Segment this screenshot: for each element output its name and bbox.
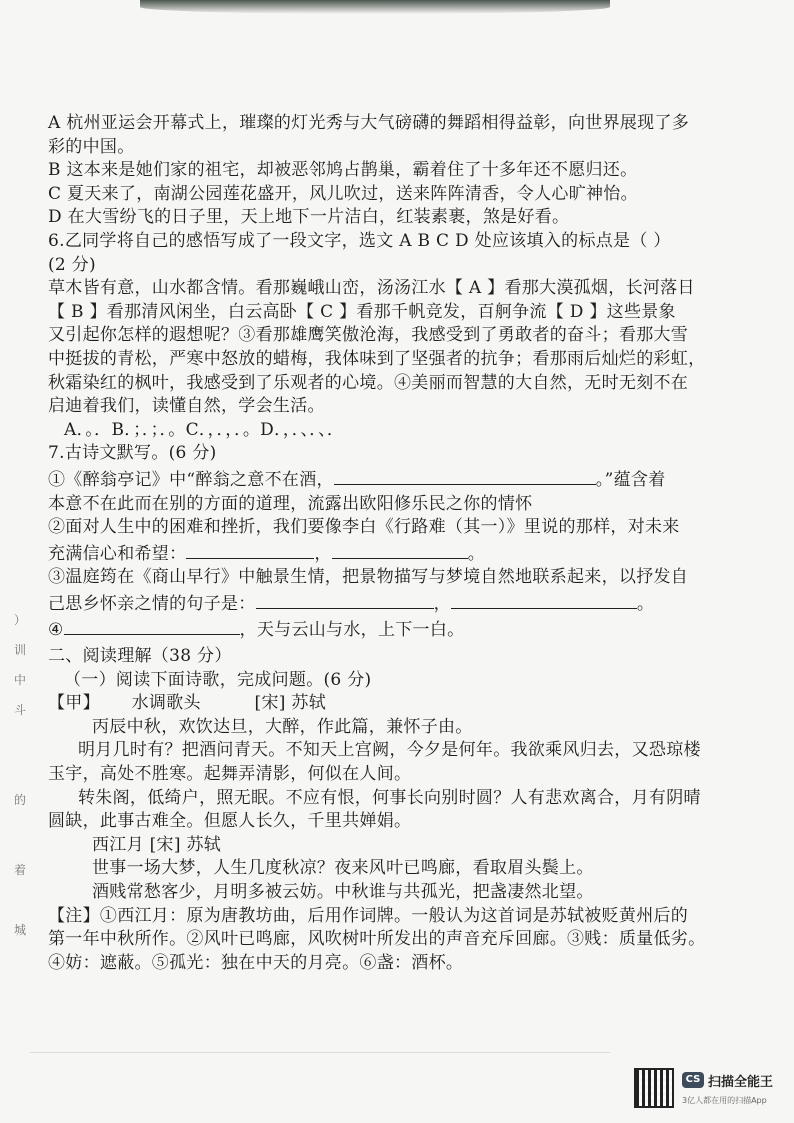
answer-blank[interactable] <box>186 540 314 559</box>
note-line: 【注】①西江月：原为唐教坊曲，后用作词牌。一般认为这首词是苏轼被贬黄州后的 <box>48 905 689 926</box>
question-7-1-text: ①《醉翁亭记》中“醉翁之意不在酒， <box>48 469 334 490</box>
cs-logo-icon: CS <box>682 1072 704 1088</box>
poem-a-tag: 【甲】 <box>48 693 100 714</box>
option-b: B 这本来是她们家的祖宅，却被恶邻鸠占鹊巢，霸着住了十多年还不愿归还。 <box>48 160 638 181</box>
poem-a-verse: 明月几时有？把酒问青天。不知天上宫阙，今夕是何年。我欲乘风归去，又恐琼楼 <box>78 740 701 761</box>
period: 。 <box>636 593 655 614</box>
answer-blank[interactable] <box>332 540 468 559</box>
poem-a-author: [宋] 苏轼 <box>254 693 327 714</box>
question-7-2-text: 充满信心和希望： <box>48 543 187 564</box>
question-7-1-tail: 。”蕴含着 <box>595 469 666 490</box>
option-a-line1: A 杭州亚运会开幕式上，璀璨的灯光秀与大气磅礴的舞蹈相得益彰，向世界展现了多 <box>48 113 690 133</box>
scan-shadow <box>140 0 610 14</box>
question-7-4-num: ④ <box>48 620 64 641</box>
margin-char: 着 <box>14 863 27 877</box>
margin-char: 的 <box>14 793 27 807</box>
question-7-heading: 7.古诗文默写。(6 分) <box>48 443 217 464</box>
answer-blank[interactable] <box>334 466 596 485</box>
note-line: ④妨：遮蔽。⑤孤光：独在中天的月亮。⑥盏：酒杯。 <box>48 952 464 973</box>
section-2-heading: 二、阅读理解（38 分） <box>48 646 232 667</box>
margin-char: 斗 <box>14 703 27 717</box>
comma: ， <box>314 543 332 564</box>
poem-b-verse: 酒贱常愁客少，月明多被云妨。中秋谁与共孤光，把盏凄然北望。 <box>92 882 594 902</box>
poem-a-title: 水调歌头 <box>131 693 201 714</box>
poem-a-verse: 圆缺，此事古难全。但愿人长久，千里共婵娟。 <box>48 811 412 832</box>
question-6-options: A．。．B．；．；．。C．，．，．。D．，．、．、． <box>64 419 345 440</box>
poem-a-preface: 丙辰中秋，欢饮达旦，大醉，作此篇，兼怀子由。 <box>92 716 473 737</box>
poem-a-header <box>48 692 760 716</box>
question-7-3-text: 己思乡怀亲之情的句子是： <box>48 593 256 614</box>
section-2-1-heading: （一）阅读下面诗歌，完成问题。(6 分) <box>64 669 372 690</box>
qr-code-icon <box>634 1068 674 1108</box>
passage-line: 秋霜染红的枫叶，我感受到了乐观者的心境。④美丽而智慧的大自然，无时无刻不在 <box>48 372 689 393</box>
bottom-rule <box>30 1052 610 1053</box>
margin-char: 中 <box>14 673 27 687</box>
option-d: D 在大雪纷飞的日子里，天上地下一片洁白，红装素裹，煞是好看。 <box>48 207 570 228</box>
question-7-3-cont <box>48 590 760 617</box>
option-c: C 夏天来了，南湖公园莲花盛开，风儿吹过，送来阵阵清香，令人心旷神怡。 <box>48 183 638 204</box>
poem-a-verse: 转朱阁，低绮户，照无眠。不应有恨，何事长向别时圆？人有悲欢离合，月有阴晴 <box>78 787 701 808</box>
passage-line: 启迪着我们，读懂自然，学会生活。 <box>48 396 325 417</box>
scanner-watermark <box>634 1068 784 1112</box>
question-6-score: (2 分) <box>48 254 96 275</box>
answer-blank[interactable] <box>451 590 637 609</box>
question-7-1 <box>48 466 760 493</box>
answer-blank[interactable] <box>256 590 434 609</box>
option-a-line2: 彩的中国。 <box>48 136 135 157</box>
question-7-4 <box>48 616 760 643</box>
note-line: 第一年中秋所作。②风叶已鸣廊，风吹树叶所发出的声音充斥回廊。③贱：质量低劣。 <box>48 929 706 950</box>
passage-line: 中挺拔的青松，严寒中怒放的蜡梅，我体味到了坚强者的抗争；看那雨后灿烂的彩虹， <box>48 348 706 369</box>
margin-notes <box>14 610 34 950</box>
period: 。 <box>467 543 486 564</box>
passage-line: 又引起你怎样的遐想呢？③看那雄鹰笑傲沧海，我感受到了勇敢者的奋斗；看那大雪 <box>48 325 689 346</box>
margin-char: ） <box>14 613 27 627</box>
margin-char: 训 <box>14 643 27 657</box>
poem-a-verse: 玉宇，高处不胜寒。起舞弄清影，何似在人间。 <box>48 764 412 785</box>
question-7-1-cont: 本意不在此而在别的方面的道理，流露出欧阳修乐民之你的情怀 <box>48 493 533 514</box>
poem-b-verse: 世事一场大梦，人生几度秋凉？夜来风叶已鸣廊，看取眉头鬓上。 <box>92 858 594 879</box>
question-7-4-text: ，天与云山与水，上下一白。 <box>239 620 465 641</box>
passage-line: 【 B 】看那清风闲坐，白云高卧【 C 】看那千帆竞发，百舸争流【 D 】这些景象 <box>48 301 676 322</box>
exam-page <box>48 112 760 975</box>
watermark-name: 扫描全能王 <box>708 1075 774 1090</box>
answer-blank[interactable] <box>64 616 240 635</box>
question-7-3: ③温庭筠在《商山早行》中触景生情，把景物描写与梦境自然地联系起来，以抒发自 <box>48 567 689 588</box>
comma: ， <box>433 593 451 614</box>
question-7-2: ②面对人生中的困难和挫折，我们要像李白《行路难（其一）》里说的那样，对未来 <box>48 517 680 538</box>
watermark-subtitle: 3亿人都在用的扫描App <box>682 1096 767 1105</box>
question-6-stem: 6.乙同学将自己的感悟写成了一段文字，选文 A B C D 处应该填入的标点是（ ） <box>48 230 671 251</box>
margin-char: 城 <box>14 923 27 937</box>
question-7-2-cont <box>48 540 760 567</box>
poem-b-title: 西江月 [宋] 苏轼 <box>92 834 222 855</box>
passage-line: 草木皆有意，山水都含情。看那巍峨山峦，汤汤江水【 A 】看那大漠孤烟，长河落日 <box>48 278 695 299</box>
